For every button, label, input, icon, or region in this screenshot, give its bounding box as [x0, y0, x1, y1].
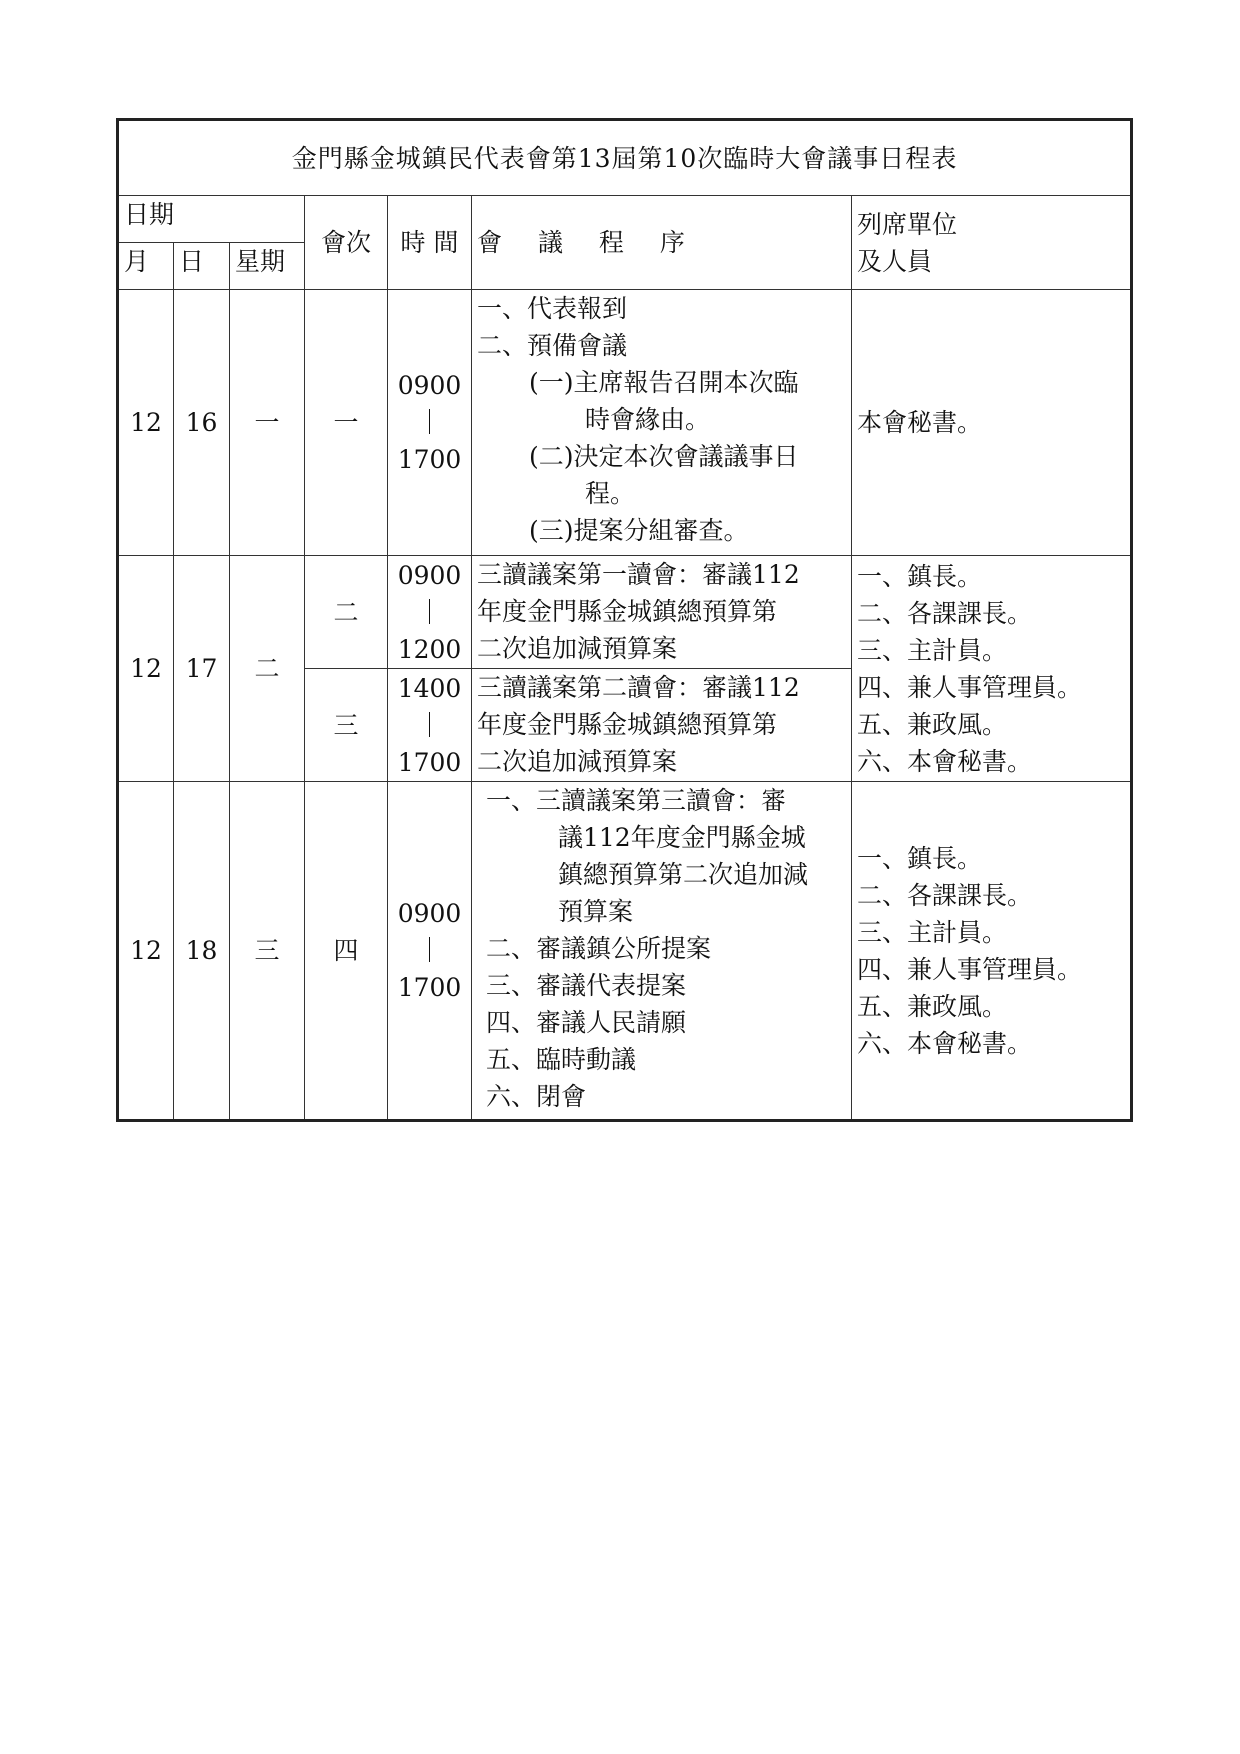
cell-attendees [852, 290, 1132, 556]
time-separator: ｜ [416, 936, 442, 965]
header-session: 會次 [305, 196, 388, 290]
agenda-line: 鎮總預算第二次追加減 [558, 860, 809, 889]
table-row [118, 290, 1132, 556]
agenda-line: 二次追加減預算案 [477, 634, 678, 663]
agenda-line: 預算案 [558, 897, 634, 926]
header-attendees [852, 196, 1132, 290]
attendee-line: 三、主計員。 [857, 635, 1008, 665]
table-row [118, 782, 1132, 1121]
agenda-line: 議112年度金門縣金城 [558, 823, 806, 852]
agenda-line: 三、審議代表提案 [486, 971, 687, 1000]
agenda-line: 二、審議鎮公所提案 [486, 934, 712, 963]
time-end: 1700 [397, 973, 462, 1002]
header-attendees-line2: 及人員 [857, 246, 933, 276]
cell-weekday: 三 [230, 782, 305, 1121]
schedule-title: 金門縣金城鎮民代表會第13屆第10次臨時大會議事日程表 [118, 120, 1132, 196]
header-time: 時 間 [388, 196, 472, 290]
cell-time [388, 669, 472, 782]
cell-attendees [852, 782, 1132, 1121]
cell-day: 17 [174, 556, 230, 782]
header-date: 日期 [118, 196, 305, 243]
cell-weekday: 一 [230, 290, 305, 556]
attendee-line: 二、各課課長。 [857, 880, 1033, 910]
cell-agenda [472, 669, 852, 782]
cell-session: 一 [305, 290, 388, 556]
time-start: 0900 [397, 371, 462, 400]
cell-weekday: 二 [230, 556, 305, 782]
attendee-line: 四、兼人事管理員。 [857, 954, 1083, 984]
attendee-line: 四、兼人事管理員。 [857, 672, 1083, 702]
cell-time [388, 290, 472, 556]
agenda-line: 六、閉會 [486, 1082, 587, 1111]
agenda-line: 一、三讀議案第三讀會：審 [486, 786, 787, 815]
attendee-line: 一、鎮長。 [857, 843, 983, 873]
cell-month: 12 [118, 290, 174, 556]
cell-session: 二 [305, 556, 388, 669]
agenda-line: 一、代表報到 [477, 294, 628, 323]
attendee-line: 三、主計員。 [857, 917, 1008, 947]
time-separator: ｜ [416, 710, 442, 740]
agenda-line: 時會緣由。 [585, 405, 711, 434]
attendee-line: 五、兼政風。 [857, 709, 1008, 739]
schedule-table [116, 118, 1133, 1122]
time-start: 0900 [397, 560, 462, 590]
time-separator: ｜ [416, 597, 442, 627]
cell-time [388, 782, 472, 1121]
table-row [118, 556, 1132, 669]
agenda-line: 五、臨時動議 [486, 1045, 637, 1074]
time-start: 1400 [397, 673, 462, 703]
cell-month: 12 [118, 782, 174, 1121]
cell-month: 12 [118, 556, 174, 782]
agenda-line: 三讀議案第一讀會：審議112 [477, 560, 800, 589]
cell-session: 三 [305, 669, 388, 782]
cell-day: 18 [174, 782, 230, 1121]
time-end: 1200 [397, 634, 462, 664]
agenda-line: (一)主席報告召開本次臨 [529, 368, 799, 397]
attendee-line: 六、本會秘書。 [857, 1028, 1033, 1058]
attendee-line: 一、鎮長。 [857, 561, 983, 591]
agenda-line: 年度金門縣金城鎮總預算第 [477, 710, 778, 739]
cell-day: 16 [174, 290, 230, 556]
cell-session: 四 [305, 782, 388, 1121]
cell-attendees [852, 556, 1132, 782]
header-day: 日 [174, 243, 230, 290]
attendee-line: 本會秘書。 [857, 408, 983, 437]
time-end: 1700 [397, 445, 462, 474]
time-separator: ｜ [416, 408, 442, 437]
agenda-line: (三)提案分組審查。 [529, 516, 749, 545]
attendee-line: 五、兼政風。 [857, 991, 1008, 1021]
agenda-line: 二、預備會議 [477, 331, 628, 360]
agenda-line: 二次追加減預算案 [477, 747, 678, 776]
header-month: 月 [118, 243, 174, 290]
agenda-line: 三讀議案第二讀會：審議112 [477, 673, 800, 702]
header-weekday: 星期 [230, 243, 305, 290]
cell-agenda [472, 556, 852, 669]
agenda-line: 年度金門縣金城鎮總預算第 [477, 597, 778, 626]
cell-agenda [472, 290, 852, 556]
agenda-line: (二)決定本次會議議事日 [529, 442, 799, 471]
agenda-line: 四、審議人民請願 [486, 1008, 687, 1037]
attendee-line: 二、各課課長。 [857, 598, 1033, 628]
cell-time [388, 556, 472, 669]
cell-agenda [472, 782, 852, 1121]
time-end: 1700 [397, 747, 462, 777]
header-attendees-line1: 列席單位 [857, 209, 958, 239]
header-agenda: 會 議 程 序 [477, 228, 699, 257]
attendee-line: 六、本會秘書。 [857, 746, 1033, 776]
time-start: 0900 [397, 899, 462, 928]
agenda-line: 程。 [585, 479, 636, 508]
